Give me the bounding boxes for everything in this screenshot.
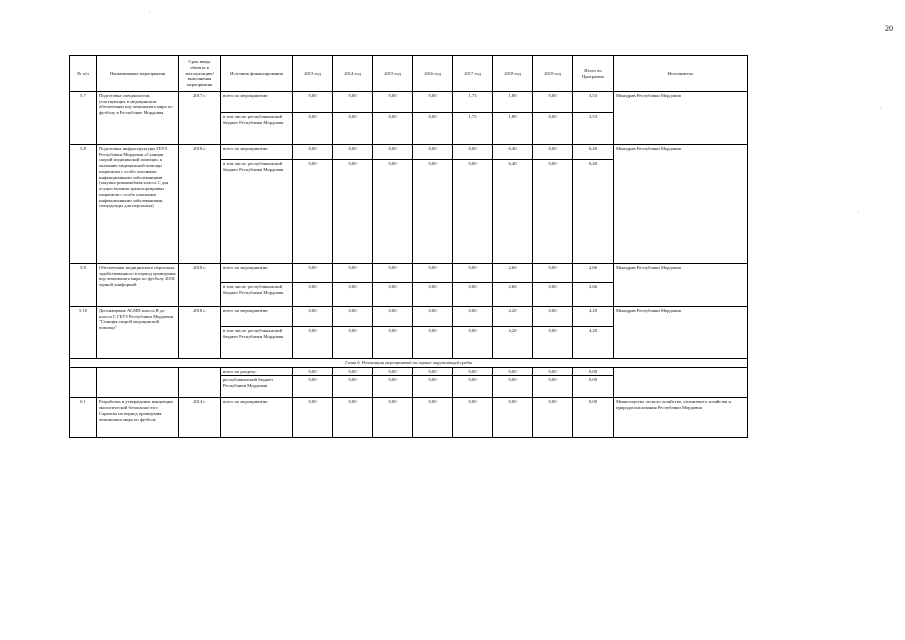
header-source: Источник финансирования	[221, 56, 293, 92]
total-cell: 6,40	[573, 160, 614, 264]
empty-cell	[97, 367, 179, 398]
value-cell: 1,73	[453, 92, 493, 113]
value-cell: 0,00	[293, 307, 333, 327]
value-cell: 4,20	[493, 307, 533, 327]
scan-mark: .	[880, 104, 882, 110]
value-cell: 0,00	[373, 307, 413, 327]
value-cell: 0,00	[453, 145, 493, 160]
header-num: № п/п	[70, 56, 97, 92]
value-cell: 0,00	[413, 113, 453, 145]
value-cell: 0,00	[333, 264, 373, 283]
value-cell: 0,00	[373, 145, 413, 160]
header-2014: 2014 год	[333, 56, 373, 92]
value-cell: 1,80	[493, 92, 533, 113]
table-row	[70, 92, 748, 113]
value-cell: 0,00	[453, 283, 493, 307]
value-cell: 0,00	[373, 113, 413, 145]
value-cell: 0,00	[533, 376, 573, 398]
row-num: 5.10	[70, 307, 97, 359]
value-cell: 0,00	[533, 283, 573, 307]
value-cell: 0,00	[453, 264, 493, 283]
scan-mark: .	[149, 8, 151, 14]
value-cell: 0,00	[333, 307, 373, 327]
row-num: 5.7	[70, 92, 97, 145]
value-cell: 0,00	[453, 307, 493, 327]
row-source: всего по мероприятию:	[221, 398, 293, 438]
value-cell: 0,00	[413, 398, 453, 438]
row-num: 6.1	[70, 398, 97, 438]
row-num: 5.9	[70, 264, 97, 307]
row-source: всего по разделу:	[221, 367, 293, 376]
value-cell: 0,00	[493, 376, 533, 398]
page-number: 20	[885, 24, 893, 33]
value-cell: 1,73	[453, 113, 493, 145]
row-source: всего по мероприятию:	[221, 264, 293, 283]
value-cell: 0,00	[373, 160, 413, 264]
value-cell: 0,00	[453, 398, 493, 438]
table-row	[70, 398, 748, 438]
row-name: Дооснащение АСМП класса В до класса С ГБУЗ Республики Мордовия "Станция скорой медицинской помощи"	[97, 307, 179, 359]
value-cell: 0,00	[333, 327, 373, 359]
value-cell: 0,00	[533, 160, 573, 264]
header-2019: 2019 год	[533, 56, 573, 92]
header-executor: Исполнитель	[614, 56, 748, 92]
header-2018: 2018 год	[493, 56, 533, 92]
value-cell: 0,00	[333, 113, 373, 145]
header-term: Срок ввода объекта в эксплуатацию/ выполнения мероприятия	[179, 56, 221, 92]
empty-cell	[179, 367, 221, 398]
value-cell: 6,40	[493, 145, 533, 160]
value-cell: 0,00	[333, 398, 373, 438]
value-cell: 0,00	[293, 264, 333, 283]
row-executor: Минздрав Республики Мордовия	[614, 264, 748, 307]
total-cell: 6,40	[573, 145, 614, 160]
value-cell: 0,00	[333, 376, 373, 398]
header-2013: 2013 год	[293, 56, 333, 92]
table-row	[70, 145, 748, 160]
row-source: в том числе: республиканский бюджет Республики Мордовия	[221, 283, 293, 307]
value-cell: 0,00	[373, 327, 413, 359]
total-cell: 4,20	[573, 327, 614, 359]
value-cell: 6,40	[493, 160, 533, 264]
row-name: Обеспечение медицинского персонала, задействованного в период проведения игр чемпионата мира по футболу 2018, единой униформой	[97, 264, 179, 307]
empty-cell	[614, 367, 748, 398]
value-cell: 0,00	[453, 327, 493, 359]
value-cell: 0,00	[293, 283, 333, 307]
total-cell: 0,00	[573, 398, 614, 438]
value-cell: 0,00	[293, 113, 333, 145]
row-source: в том числе: республиканский бюджет Республики Мордовия	[221, 160, 293, 264]
value-cell: 0,00	[533, 398, 573, 438]
value-cell: 0,00	[373, 283, 413, 307]
total-cell: 4,20	[573, 307, 614, 327]
value-cell: 0,00	[293, 92, 333, 113]
value-cell: 0,00	[293, 367, 333, 376]
value-cell: 0,00	[373, 264, 413, 283]
value-cell: 0,00	[293, 398, 333, 438]
value-cell: 2,66	[493, 283, 533, 307]
value-cell: 0,00	[413, 264, 453, 283]
section-row	[70, 359, 748, 368]
value-cell: 0,00	[533, 307, 573, 327]
total-cell: 2,66	[573, 283, 614, 307]
value-cell: 0,00	[293, 160, 333, 264]
value-cell: 0,00	[333, 367, 373, 376]
value-cell: 0,00	[533, 367, 573, 376]
header-2016: 2016 год	[413, 56, 453, 92]
value-cell: 0,00	[293, 376, 333, 398]
row-source: в том числе: республиканский бюджет Республики Мордовия	[221, 113, 293, 145]
scan-mark: .	[858, 208, 860, 214]
row-term: 2014 г.	[179, 398, 221, 438]
row-source: всего по мероприятию:	[221, 92, 293, 113]
empty-cell	[70, 367, 97, 398]
section-title: Глава 6. Реализация мероприятий по охране окружающей среды	[70, 359, 748, 368]
value-cell: 0,00	[293, 145, 333, 160]
value-cell: 0,00	[293, 327, 333, 359]
row-executor: Минздрав Республики Мордовия	[614, 145, 748, 264]
row-executor: Минздрав Республики Мордовия	[614, 307, 748, 359]
row-source: всего по мероприятию:	[221, 307, 293, 327]
total-cell: 2,66	[573, 264, 614, 283]
table-row	[70, 307, 748, 327]
value-cell: 4,20	[493, 327, 533, 359]
row-num: 5.8	[70, 145, 97, 264]
header-2015: 2015 год	[373, 56, 413, 92]
row-source: всего по мероприятию:	[221, 145, 293, 160]
total-cell: 3,53	[573, 113, 614, 145]
value-cell: 0,00	[453, 376, 493, 398]
row-executor: Министерство лесного хозяйства, охотничьего хозяйства и природопользования Республики Мордовия	[614, 398, 748, 438]
value-cell: 2,66	[493, 264, 533, 283]
program-table	[69, 55, 748, 438]
value-cell: 0,00	[413, 145, 453, 160]
value-cell: 0,00	[333, 92, 373, 113]
value-cell: 0,00	[413, 283, 453, 307]
table-row	[70, 367, 748, 376]
row-term: 2018 г.	[179, 145, 221, 264]
value-cell: 0,00	[413, 327, 453, 359]
value-cell: 0,00	[533, 264, 573, 283]
row-source: республиканский бюджет Республики Мордовия	[221, 376, 293, 398]
value-cell: 0,00	[333, 160, 373, 264]
table-row	[70, 264, 748, 283]
row-term: 2018 г.	[179, 264, 221, 307]
value-cell: 0,00	[373, 376, 413, 398]
row-name: Подготовка инфраструктуры ГБУЗ Республики Мордовия «Станция скорой медицинской помощи» к оказанию медицинской помощи пациентам с особо опасными инфекционными заболеваниями (закупка реанимобиля класса С для осуществления транспортировки пациентов с особо опасными инфекционными заболеваниями, спецодежды для персонала)	[97, 145, 179, 264]
value-cell: 0,00	[453, 367, 493, 376]
value-cell: 0,00	[373, 92, 413, 113]
row-source: в том числе: республиканский бюджет Республики Мордовия	[221, 327, 293, 359]
value-cell: 0,00	[413, 160, 453, 264]
value-cell: 0,00	[373, 367, 413, 376]
value-cell: 1,80	[493, 113, 533, 145]
total-cell: 0,00	[573, 367, 614, 376]
value-cell: 0,00	[413, 367, 453, 376]
total-cell: 0,00	[573, 376, 614, 398]
value-cell: 0,00	[453, 160, 493, 264]
value-cell: 0,00	[533, 92, 573, 113]
value-cell: 0,00	[493, 367, 533, 376]
row-term: 2017 г.	[179, 92, 221, 145]
value-cell: 0,00	[333, 145, 373, 160]
value-cell: 0,00	[413, 376, 453, 398]
value-cell: 0,00	[533, 113, 573, 145]
total-cell: 3,53	[573, 92, 614, 113]
row-executor: Минздрав Республики Мордовия	[614, 92, 748, 145]
header-name: Наименование мероприятия	[97, 56, 179, 92]
header-row	[70, 56, 748, 92]
header-total: Итого по Программе	[573, 56, 614, 92]
value-cell: 0,00	[413, 307, 453, 327]
value-cell: 0,00	[333, 283, 373, 307]
row-name: Подготовка специалистов, участвующих в медицинском обеспечении игр чемпионата мира по футболу в Республике Мордовия	[97, 92, 179, 145]
row-name: Разработка и утверждение концепции экологической безопасности г. Саранска на период проведения чемпионата мира по футболу	[97, 398, 179, 438]
header-2017: 2017 год	[453, 56, 493, 92]
value-cell: 0,00	[493, 398, 533, 438]
value-cell: 0,00	[373, 398, 413, 438]
value-cell: 0,00	[533, 145, 573, 160]
value-cell: 0,00	[413, 92, 453, 113]
value-cell: 0,00	[533, 327, 573, 359]
row-term: 2018 г.	[179, 307, 221, 359]
